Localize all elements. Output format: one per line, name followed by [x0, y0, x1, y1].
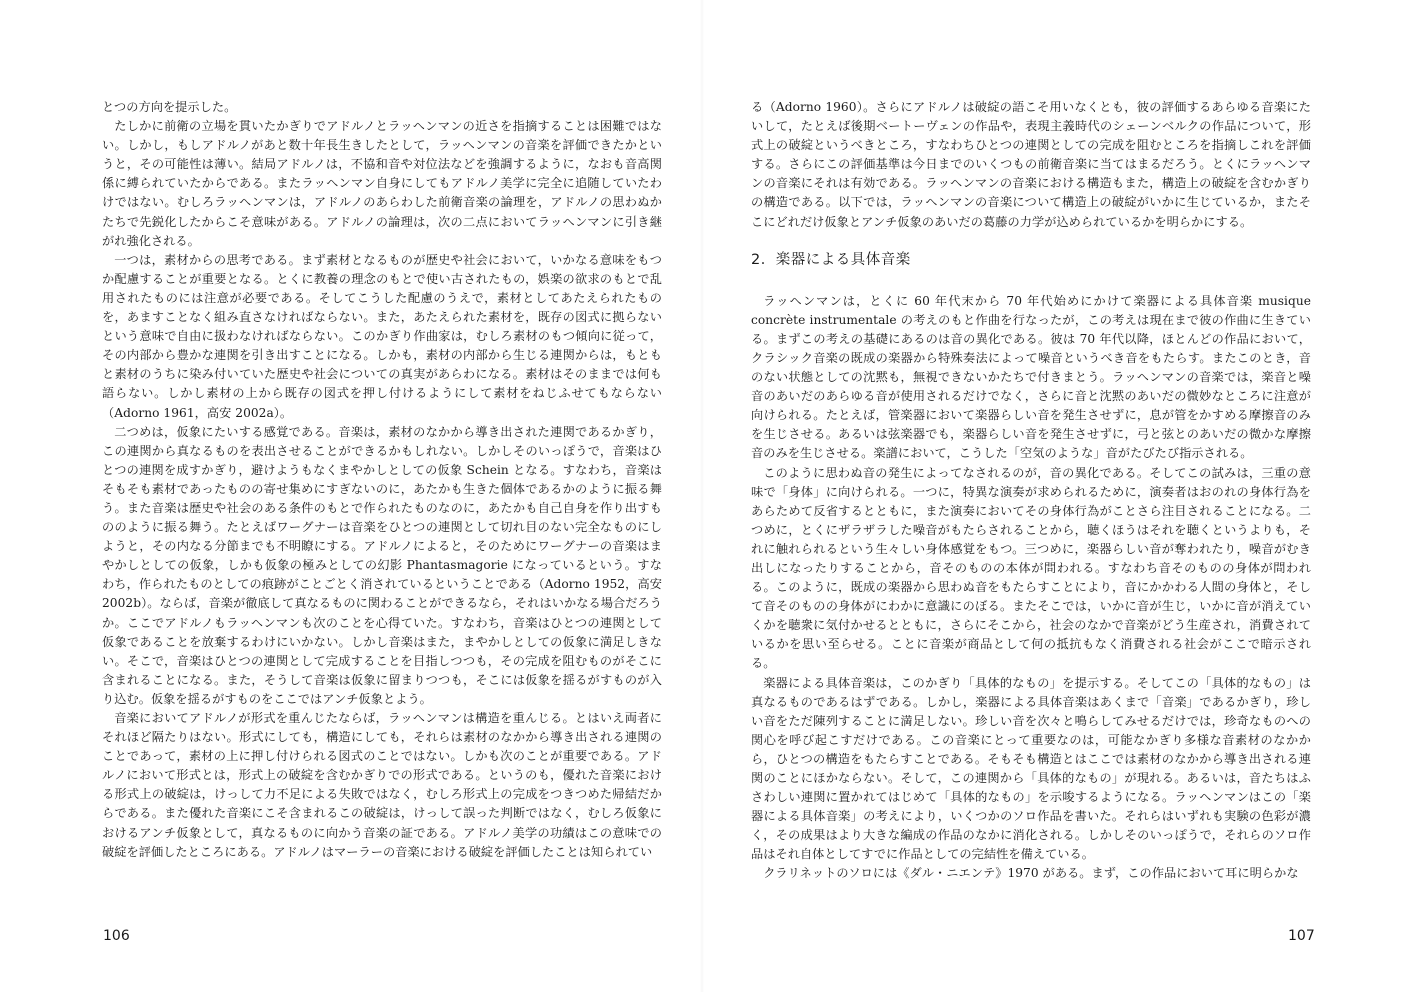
- paragraph: クラリネットのソロには《ダル・ニエンテ》1970 がある。まず，この作品において耳に明らかな: [763, 866, 1299, 881]
- section-heading: 2．楽器による具体音楽: [751, 251, 911, 268]
- page-number-right: 107: [1288, 928, 1315, 944]
- paragraph: 二つめは，仮象にたいする感覚である。音楽は，素材のなかから導き出された連関であるかぎり，この連関から真なるものを表出させることができるかもしれない。しかしそのいっぽうで，音楽はひとつの連関を成すかぎり，避けようもなくまやかしとしての仮象 Schein となる。すなわち，音楽はそもそも素材であったものの寄せ集めにすぎないのに，あたかも生きた個体であるかのように振る舞う。また音楽は歴史や社会のある条件のもとで作られたものなのに，あたかも自己自身を作り出すもののように振る舞う。たとえばワーグナーは音楽をひとつの連関として切れ目のない完全なものにしようと，その内なる分節までも不明瞭にする。アドルノによると，そのためにワーグナーの音楽はまやかしとしての仮象，しかも仮象の極みとしての幻影 Phantasmagorie になっているという。すなわち，作られたものとしての痕跡がことごとく消されているということである（Adorno 1952，高安 2002b）。ならば，音楽が徹底して真なるものに関わることができるなら，それはいかなる場合だろうか。ここでアドルノもラッヘンマンも次のことを心得ていた。すなわち，音楽はひとつの連関として仮象であることを放棄するわけにいかない。しかし音楽はまた，まやかしとしての仮象に満足しきない。そこで，音楽はひとつの連関として完成することを目指しつつも，その完成を阻むものがそこに含まれることになる。また，そうして音楽は仮象に留まりつつも，そこには仮象を揺るがすものが入り込む。仮象を揺るがすものをここではアンチ仮象とよう。: [102, 424, 662, 706]
- right-page-body: [751, 98, 1311, 884]
- page-number-left: 106: [103, 928, 130, 944]
- paragraph: このように思わぬ音の発生によってなされるのが，音の異化である。そしてこの試みは，三重の意味で「身体」に向けられる。一つに，特異な演奏が求められるために，演奏者はおのれの身体行為をあらためて反省するとともに，また演奏においてその身体行為がことさら注目されることになる。二つめに，とくにザラザラした噪音がもたらされることから，聴くほうはそれを聴くというよりも，それに触れられるという生々しい身体感覚をもつ。三つめに，楽器らしい音が奪われたり，噪音がむき出しになったりすることから，音そのものの本体が問われる。すなわち音そのものの身体が問われる。このように，既成の楽器から思わぬ音をもたらすことにより，音にかかわる人間の身体と，そして音そのものの身体がにわかに意識にのぼる。またそこでは，いかに音が生じ，いかに音が消えていくかを聴衆に気付かせるとともに，さらにそこから，社会のなかで音楽がどう生産され，消費されているかを思い至らせる。ことに音楽が商品として何の抵抗もなく消費される社会がここで暗示される。: [751, 465, 1311, 671]
- paragraph: 楽器による具体音楽は，このかぎり「具体的なもの」を提示する。そしてこの「具体的なもの」は真なるものであるはずである。しかし，楽器による具体音楽はあくまで「音楽」であるかぎり，珍しい音をただ陳列することに満足しない。珍しい音を次々と鳴らしてみせるだけでは，珍奇なものへの関心を呼び起こすだけである。この音楽にとって重要なのは，可能なかぎり多様な音素材のなかから，ひとつの構造をもたらすことである。そもそも構造とはここでは素材のなかから導き出される連関のことにほかならない。そして，この連関から「具体的なもの」が現れる。あるいは，音たちはふさわしい連関に置かれてはじめて「具体的なもの」を示唆するようになる。ラッヘンマンはこの「楽器による具体音楽」の考えにより，いくつかのソロ作品を書いた。それらはいずれも実験の色彩が濃く，その成果はより大きな編成の作品のなかに消化される。しかしそのいっぽうで，それらのソロ作品はそれ自体としてすでに作品としての完結性を備えている。: [751, 675, 1311, 862]
- page-gutter: [700, 0, 704, 992]
- paragraph: ラッヘンマンは，とくに 60 年代末から 70 年代始めにかけて楽器による具体音楽 musique concrète instrumentale の考えのもと作曲を行なったが，この考えは現在まで彼の作曲に生きている。まずこの考えの基礎にあるのは音の異化である。彼は 70 年代以降，ほとんどの作品において，クラシック音楽の既成の楽器から特殊奏法によって噪音というべき音をもたらす。またこのとき，音のない状態としての沈黙も，無視できないかたちで付きまとう。ラッヘンマンの音楽では，楽音と噪音のあいだのあらゆる音が使用されるだけでなく，さらに音と沈黙のあいだの微妙なところに注意が向けられる。たとえば，管楽器において楽器らしい音を発生させずに，息が管をかすめる摩擦音のみを生じさせる。あるいは弦楽器でも，楽器らしい音を発生させずに，弓と弦とのあいだの微かな摩擦音のみを生じさせる。楽譜において，こうした「空気のような」音がたびたび指示される。: [751, 293, 1311, 461]
- paragraph: たしかに前衛の立場を貫いたかぎりでアドルノとラッヘンマンの近さを指摘することは困難ではない。しかし，もしアドルノがあと数十年長生きしたとして，ラッヘンマンの音楽を評価できたかというと，その可能性は薄い。結局アドルノは，不協和音や対位法などを強調するように，なおも音高関係に縛られていたからである。またラッヘンマン自身にしてもアドルノ美学に完全に追随していたわけではない。むしろラッヘンマンは，アドルノのあらわした前衛音楽の論理を，アドルノの思わぬかたちで先鋭化したからこそ意味がある。アドルノの論理は，次の二点においてラッヘンマンに引き継がれ強化される。: [102, 119, 662, 248]
- paragraph: とつの方向を提示した。: [102, 100, 237, 114]
- paragraph: 一つは，素材からの思考である。まず素材となるものが歴史や社会において，いかなる意味をもつか配慮することが重要となる。とくに教養の理念のもとで使い古されたもの，娯楽の欲求のもとで乱用されたものには注意が必要である。そしてこうした配慮のうえで，素材としてあたえられたものを，あますことなく組み直さなければならない。また，あたえられた素材を，既存の図式に拠らないという意味で自由に扱わなければならない。このかぎり作曲家は，むしろ素材のもつ傾向に従って，その内部から豊かな連関を引き出すことになる。しかも，素材の内部から生じる連関からは，もともと素材のうちに染み付いていた歴史や社会についての真実があらわになる。素材はそのままでは何も語らない。しかし素材の上から既存の図式を押し付けるようにして素材をねじふせてもならない（Adorno 1961，高安 2002a）。: [102, 252, 662, 420]
- paragraph: 音楽においてアドルノが形式を重んじたならば，ラッヘンマンは構造を重んじる。とはいえ両者にそれほど隔たりはない。形式にしても，構造にしても，それらは素材のなかから導き出される連関のことであって，素材の上に押し付けられる図式のことではない。しかも次のことが重要である。アドルノにおいて形式とは，形式上の破綻を含むかぎりでの形式である。というのも，優れた音楽における形式上の破綻は，けっして力不足による失敗ではなく，むしろ形式上の完成をつきつめた帰結だからである。また優れた音楽にこそ含まれるこの破綻は，けっして誤った判断ではなく，むしろ仮象におけるアンチ仮象として，真なるものに向かう音楽の証である。アドルノ美学の功績はこの意味での破綻を評価したところにある。アドルノはマーラーの音楽における破綻を評価したことは知られてい: [102, 711, 662, 859]
- paragraph: る（Adorno 1960）。さらにアドルノは破綻の語こそ用いなくとも，彼の評価するあらゆる音楽にたいして，たとえば後期ベートーヴェンの作品や，表現主義時代のシェーンベルクの作品について，形式上の破綻というべきところ，すなわちひとつの連関としての完成を阻むところを指摘しこれを評価する。さらにこの評価基準は今日までのいくつもの前衛音楽に当てはまるだろう。とくにラッヘンマンの音楽にそれは有効である。ラッヘンマンの音楽における構造もまた，構造上の破綻を含むかぎりの構造である。以下では，ラッヘンマンの音楽について構造上の破綻がいかに生じているか，またそこにどれだけ仮象とアンチ仮象のあいだの葛藤の力学が込められているかを明らかにする。: [751, 100, 1311, 229]
- left-page-body: [102, 98, 662, 862]
